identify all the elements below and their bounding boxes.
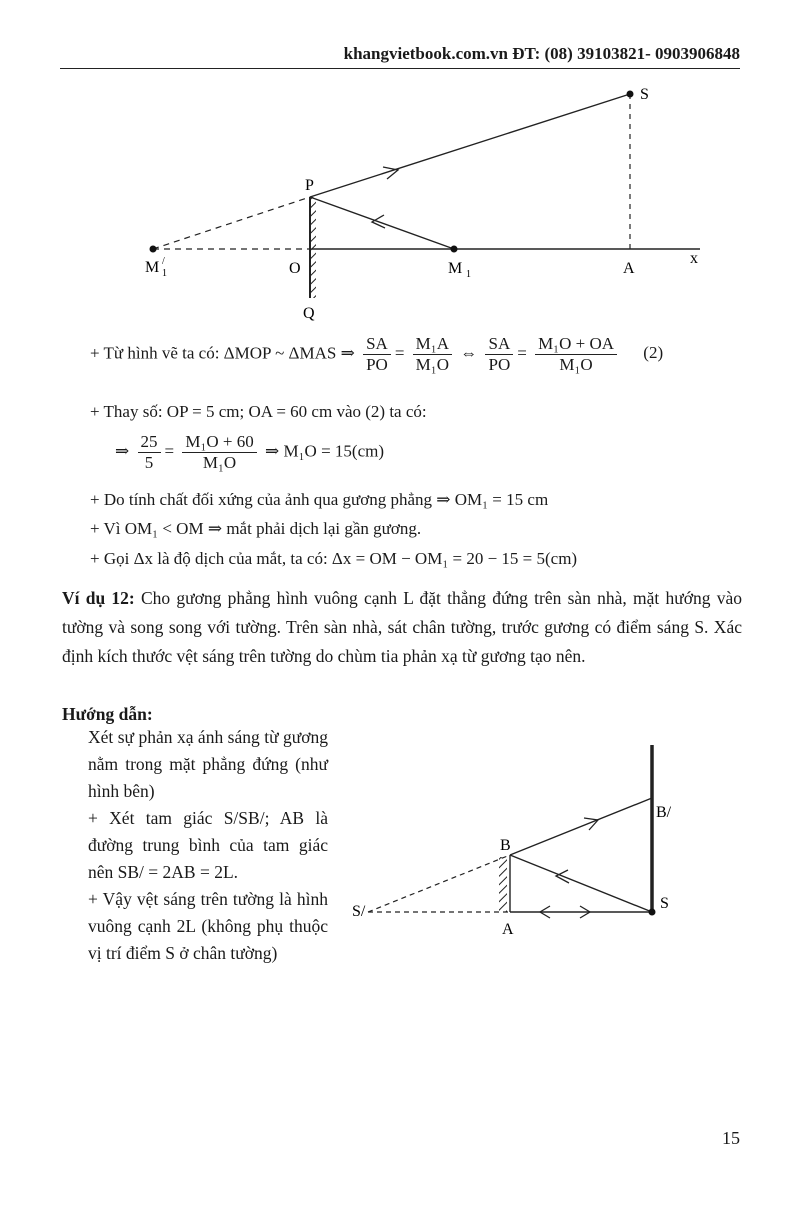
eq1-prefix: + Từ hình vẽ ta có: ΔM [90, 343, 250, 363]
fraction-m1o-60: $\frac{\text{M₁O + 60}}{\text{M₁O}}$ [182, 432, 256, 473]
label-a: A [623, 260, 635, 277]
fraction-sa-po: $\frac{SA}{PO}$ [363, 334, 391, 375]
guide-p3: + Vậy vệt sáng trên tường là hình vuông cạnh 2L (không phụ thuộc vị trí điểm S ở chân tường) [88, 889, 328, 963]
page-header: khangvietbook.com.vn ĐT: (08) 39103821- 0903906848 [343, 44, 740, 63]
label-b-prime: B/ [656, 804, 672, 821]
fraction-m1a-m1o: $\frac{\text{M₁A}}{\text{M₁O}}$ [413, 334, 452, 375]
text-line-6: + Gọi Δx là độ dịch của mắt, ta có: Δx = OM − OM₁ = 20 − 15 = 5(cm) [90, 549, 578, 568]
label-s: S [640, 86, 649, 103]
point-m1 [451, 246, 458, 253]
eq3-arrow: ⇒ [115, 441, 130, 461]
label-m1-prime-sub: 1 [162, 268, 167, 279]
label-p: P [305, 177, 314, 194]
point-s2 [649, 909, 656, 916]
label-o: O [289, 260, 301, 277]
label-q: Q [303, 305, 315, 322]
eq1-as: AS ⇒ [314, 343, 355, 363]
eq1-mid: OP ~ ΔM [249, 343, 315, 363]
equation-line-3: ⇒ $\frac{25}{5}$ = $\frac{\text{M₁O + 60}}{\text{M₁O}}$ ⇒ M₁O = 15(cm) [115, 432, 385, 472]
eq1-iff: ⇔ [460, 343, 478, 363]
dashed-sp-b [368, 855, 510, 912]
label-s2: S [660, 895, 669, 912]
equation-line-1: + Từ hình vẽ ta có: ΔMOP ~ ΔMAS ⇒ $\frac{SA}{PO}$ = $\frac{\text{M₁A}}{\text{M₁O}}$ ⇔ $\frac{SA}{PO}$ = $\frac{\text{M₁O + OA}}{\text{M₁O}}$ (2) [90, 334, 664, 374]
dashed-ray-m1p-p [153, 197, 310, 249]
page-number: 15 [722, 1128, 740, 1148]
label-b: B [500, 837, 511, 854]
guide-p1: Xét sự phản xạ ánh sáng từ gương nằm trong mặt phẳng đứng (như hình bên) [88, 727, 328, 801]
label-m1-prime: M [145, 259, 160, 276]
label-s-prime: S/ [352, 903, 366, 920]
example-12-paragraph [62, 584, 742, 671]
example-body: Cho gương phẳng hình vuông cạnh L đặt thẳng đứng trên sàn nhà, mặt hướng vào tường và song song với tường. Trên sàn nhà, sát chân tường, trước gương có điểm sáng S. Xác định kích thước vệt sáng trên tường do chùm tia phản xạ từ gương tạo nên. [62, 588, 742, 666]
ray-s-b [510, 855, 652, 912]
mirror-hatching [311, 197, 316, 298]
fraction-sa-po-2: $\frac{SA}{PO}$ [485, 334, 513, 375]
fraction-m1o-oa: $\frac{\text{M₁O + OA}}{\text{M₁O}}$ [535, 334, 617, 375]
point-s [627, 91, 634, 98]
label-a2: A [502, 921, 514, 938]
ray-m1-p [310, 197, 454, 249]
text-line-5: + Vì OM₁ < OM ⇒ mắt phải dịch lại gần gương. [90, 519, 422, 538]
label-x: x [690, 250, 698, 267]
label-m1-prime-sup: / [162, 256, 165, 267]
label-m1: M [448, 260, 463, 277]
guide-text [88, 724, 328, 967]
eq3-result: ⇒ M₁O = 15(cm) [265, 441, 385, 461]
mirror-ab-hatching [499, 857, 507, 912]
guide-heading: Hướng dẫn: [62, 704, 153, 724]
eq1-number: (2) [643, 343, 664, 363]
text-line-4: + Do tính chất đối xứng của ảnh qua gương phẳng ⇒ OM₁ = 15 cm [90, 490, 549, 509]
ray-b-bp [510, 798, 652, 855]
guide-p2: + Xét tam giác S/SB/; AB là đường trung bình của tam giác nên SB/ = 2AB = 2L. [88, 808, 328, 882]
example-title: Ví dụ 12: [62, 588, 135, 608]
text-line-2: + Thay số: OP = 5 cm; OA = 60 cm vào (2) ta có: [90, 402, 427, 421]
point-m1-prime [150, 246, 157, 253]
label-m1-sub: 1 [466, 269, 471, 280]
fraction-25-5: $\frac{25}{5}$ [138, 432, 161, 473]
ray-p-s [310, 94, 630, 197]
